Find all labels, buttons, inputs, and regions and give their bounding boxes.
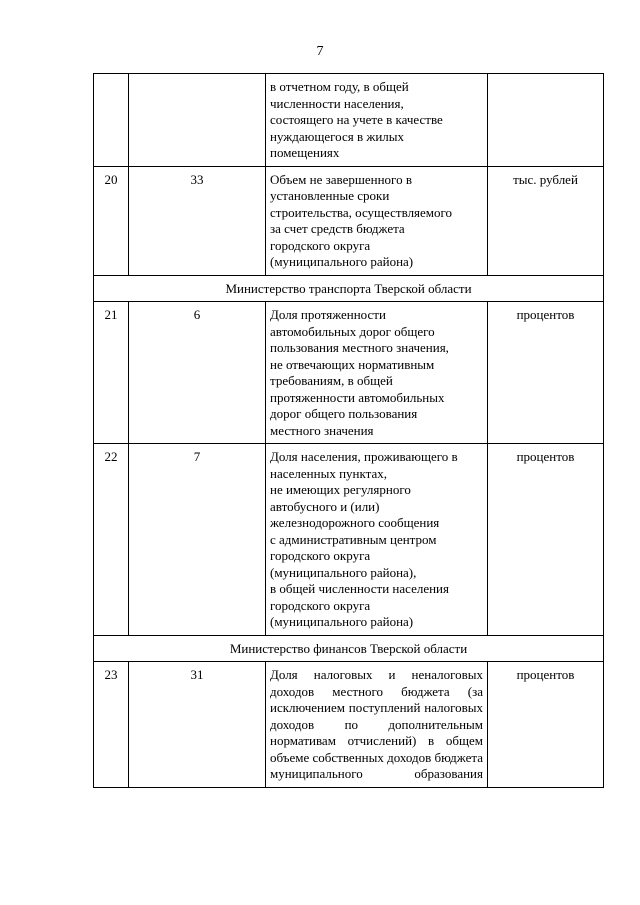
row-number-cell (94, 74, 129, 167)
indicator-description-cell: Доля населения, проживающего в населенных пунктах, не имеющих регулярного автобусного и (или) железнодорожного сообщения с административным центром городского округа (муниципального района), в общей численности населения городского округа (муниципального района) (266, 444, 488, 636)
row-number-cell: 23 (94, 662, 129, 788)
section-title: Министерство транспорта Тверской области (94, 275, 604, 302)
indicator-code-cell: 6 (129, 302, 266, 444)
section-row (94, 275, 604, 302)
indicator-description-cell: в отчетном году, в общей численности населения, состоящего на учете в качестве нуждающегося в жилых помещениях (266, 74, 488, 167)
indicator-code-cell: 31 (129, 662, 266, 788)
unit-cell: процентов (488, 302, 604, 444)
section-row (94, 635, 604, 662)
unit-cell (488, 74, 604, 167)
row-number-cell: 20 (94, 166, 129, 275)
indicator-description-cell: Доля налоговых и неналоговых доходов местного бюджета (за исключением поступлений налоговых доходов по дополнительным нормативам отчислений) в общем объеме собственных доходов бюджета муниципального образования (266, 662, 488, 788)
indicator-code-cell (129, 74, 266, 167)
row-number-cell: 22 (94, 444, 129, 636)
table-row (94, 662, 604, 788)
indicators-table (93, 73, 604, 788)
unit-cell: процентов (488, 662, 604, 788)
table-row (94, 302, 604, 444)
indicator-description-cell: Доля протяженности автомобильных дорог общего пользования местного значения, не отвечающих нормативным требованиям, в общей протяженности автомобильных дорог общего пользования местного значения (266, 302, 488, 444)
unit-cell: процентов (488, 444, 604, 636)
indicator-code-cell: 33 (129, 166, 266, 275)
indicator-description-cell: Объем не завершенного в установленные сроки строительства, осуществляемого за счет средств бюджета городского округа (муниципального района) (266, 166, 488, 275)
table-row (94, 444, 604, 636)
page-number: 7 (316, 44, 324, 59)
row-number-cell: 21 (94, 302, 129, 444)
table-row (94, 166, 604, 275)
section-title: Министерство финансов Тверской области (94, 635, 604, 662)
unit-cell: тыс. рублей (488, 166, 604, 275)
table-row (94, 74, 604, 167)
indicator-code-cell: 7 (129, 444, 266, 636)
